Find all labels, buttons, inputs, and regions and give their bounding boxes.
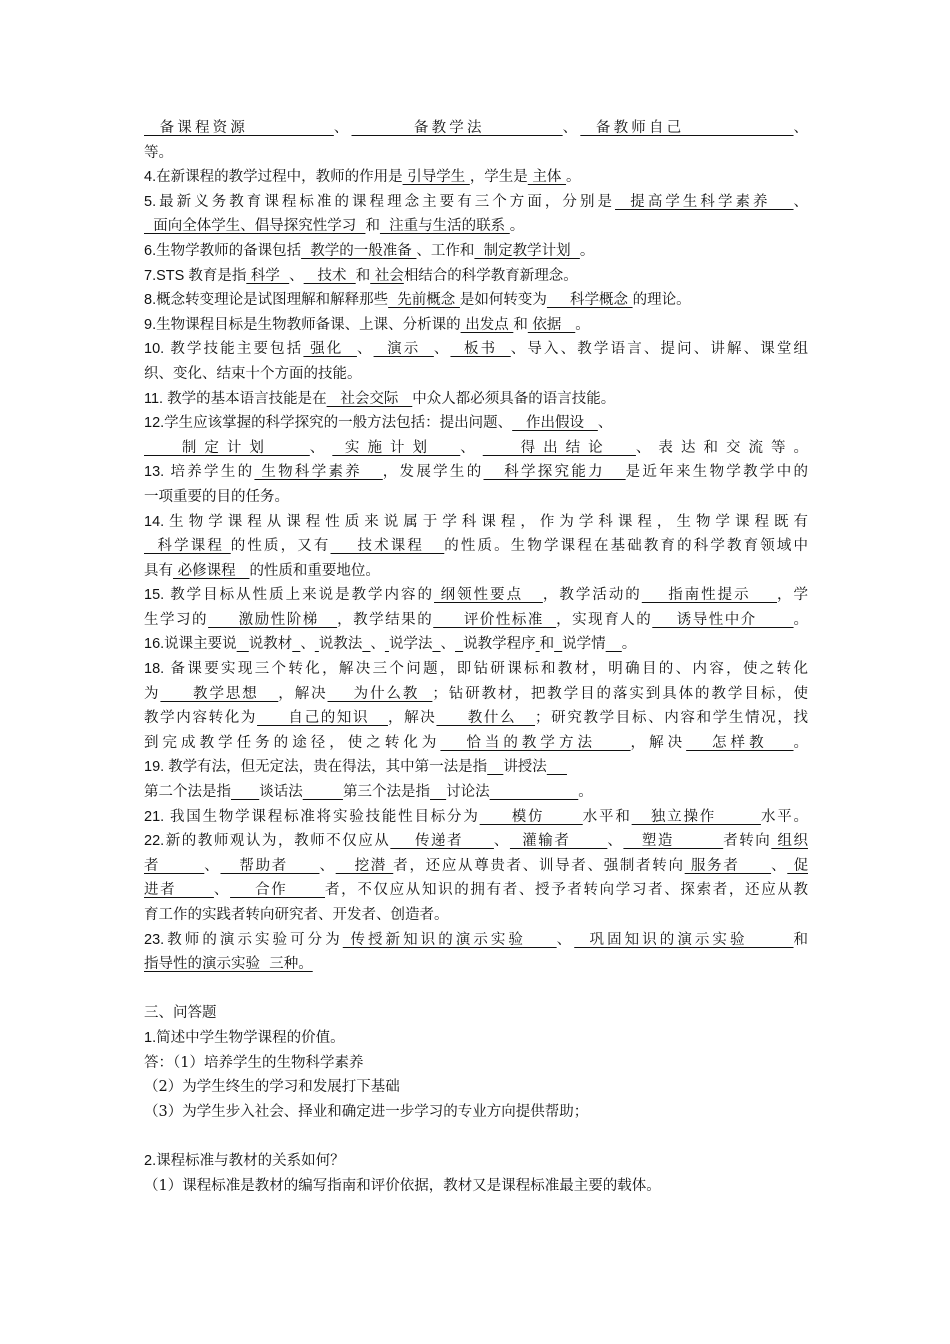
- text-line: [144, 657, 808, 682]
- text-span: （2）为学生终生的学习和发展打下基础: [144, 1079, 400, 1096]
- text-span: 培养学生的: [170, 464, 255, 481]
- answer-blank: 独立操作: [631, 808, 761, 825]
- text-span: ，实现育人的: [556, 611, 653, 628]
- text-span: 概念转变理论是试图理解和解释那些: [156, 292, 389, 309]
- answer-blank: 帮助者: [220, 857, 320, 874]
- text-line: [144, 239, 808, 264]
- text-span: 新的教师观认为，教师不仅应从: [164, 833, 391, 850]
- answer-blank: 先前概念: [388, 292, 460, 309]
- text-span: 的理论。: [632, 292, 691, 309]
- text-span: 和: [539, 636, 555, 653]
- answer-blank: [490, 784, 579, 800]
- text-span: （3）为学生步入社会、择业和确定进一步学习的专业方向提供帮助；: [144, 1103, 589, 1120]
- text-line: [144, 731, 808, 756]
- text-span: 第二个法是指: [144, 784, 231, 801]
- answer-blank: 自己的知识: [257, 710, 388, 727]
- answer-blank: 挖潜: [335, 857, 394, 874]
- answer-blank: [430, 784, 446, 800]
- answer-blank: [554, 636, 562, 652]
- answer-blank: 板书: [450, 341, 511, 358]
- answer-blank: [606, 636, 622, 652]
- text-line: [144, 878, 808, 903]
- answer-blank: 怎样教: [686, 734, 794, 751]
- text-span: 在新课程的教学过程中，教师的作用是: [156, 169, 403, 186]
- text-line: [144, 952, 808, 977]
- answer-blank: 主体: [527, 169, 567, 186]
- text-line: [144, 805, 808, 830]
- text-span: 、: [433, 341, 451, 358]
- text-span: 我国生物学课程标准将实验技能性目标分为: [169, 808, 480, 825]
- text-line: [144, 903, 808, 928]
- text-span: 。: [575, 316, 590, 333]
- text-span: 第三个法是指: [343, 784, 430, 801]
- text-span: 。: [566, 169, 581, 186]
- answer-blank: 备教学法: [351, 120, 563, 136]
- text-line: [144, 1075, 808, 1100]
- text-span: 1.: [144, 1029, 157, 1046]
- blank-line: [144, 1124, 808, 1149]
- text-line: [144, 780, 808, 805]
- text-span: 、工作和: [416, 242, 475, 259]
- text-line: [144, 387, 808, 412]
- text-line: [144, 116, 808, 141]
- text-span: 教师的演示实验可分为: [164, 931, 343, 948]
- text-span: 、: [204, 857, 221, 874]
- text-span: 16.: [144, 636, 165, 653]
- text-line: [144, 1174, 808, 1199]
- text-span: 、: [460, 439, 483, 456]
- text-span: 三、问答题: [144, 1005, 217, 1022]
- answer-blank: 促: [787, 857, 808, 874]
- answer-blank: 教什么: [436, 710, 536, 727]
- answer-blank: 依据: [527, 316, 576, 333]
- text-line: [144, 411, 808, 436]
- text-span: 14.: [144, 513, 165, 530]
- text-span: 22.: [144, 833, 165, 850]
- answer-blank: 社会: [370, 267, 404, 284]
- text-span: 。: [793, 611, 808, 628]
- text-span: （1）课程标准是教材的编写指南和评价依据，教材又是课程标准最主要的载体。: [144, 1177, 661, 1194]
- text-span: 23.: [144, 931, 165, 948]
- text-span: 21.: [144, 808, 170, 825]
- text-span: 6.: [144, 242, 157, 259]
- text-line: [144, 141, 808, 166]
- text-span: 和: [355, 267, 371, 284]
- answer-blank: 激励性阶梯: [208, 611, 338, 628]
- text-span: 生物学课程从课程性质来说属于学科课程，作为学科课程，生物学课程既有: [164, 513, 808, 530]
- answer-blank: 指导性的演示实验 三种。: [144, 956, 313, 973]
- document-body: [144, 116, 808, 1198]
- text-span: ，解决: [387, 710, 437, 727]
- answer-blank: [487, 759, 503, 775]
- answer-blank: 面向全体学生、倡导探究性学习: [144, 218, 366, 235]
- text-span: 5.: [144, 193, 157, 210]
- answer-blank: 备教师自己: [580, 120, 794, 136]
- text-span: 教学的基本语言技能是在: [167, 390, 327, 407]
- text-line: [144, 362, 808, 387]
- text-span: 讲授法: [503, 759, 547, 776]
- answer-blank: 科学探究能力: [483, 464, 626, 481]
- answer-blank: 社会交际: [326, 390, 413, 407]
- answer-blank: 演示: [373, 341, 434, 358]
- answer-blank: 科学课程: [144, 538, 231, 555]
- answer-blank: 组织: [771, 833, 808, 850]
- text-span: ，教学活动的: [542, 587, 642, 604]
- answer-blank: 提高学生科学素养: [615, 193, 794, 210]
- text-line: [144, 928, 808, 953]
- text-span: 、: [319, 857, 336, 874]
- answer-blank: 合作: [230, 882, 326, 899]
- answer-blank: 得出结论: [482, 439, 636, 456]
- answer-blank: 制定教学计划: [474, 242, 580, 259]
- text-span: 18.: [144, 661, 171, 678]
- text-span: 生物课程目标是生物教师备课、上课、分析课的: [156, 316, 461, 333]
- text-span: 。: [579, 242, 595, 259]
- text-span: 。: [621, 636, 637, 653]
- text-line: [144, 755, 808, 780]
- text-span: 、: [793, 120, 808, 136]
- text-span: 教学技能主要包括: [170, 341, 304, 358]
- text-span: 的性质和重要地位。: [249, 562, 380, 579]
- text-span: 。: [793, 734, 808, 751]
- text-line: [144, 854, 808, 879]
- answer-blank: 制定计划: [144, 439, 310, 456]
- text-span: 2.: [144, 1152, 157, 1169]
- answer-blank: 教学的一般准备: [301, 242, 417, 259]
- text-line: [144, 165, 808, 190]
- text-span: 说学情: [562, 636, 606, 653]
- answer-blank: 者: [144, 857, 205, 874]
- answer-blank: 科学概念: [546, 292, 633, 309]
- text-line: [144, 706, 808, 731]
- text-span: 、: [370, 636, 385, 653]
- text-span: ，解决: [278, 685, 328, 702]
- answer-blank: 进者: [144, 882, 214, 899]
- answer-blank: 服务者: [684, 857, 772, 874]
- text-span: 4.: [144, 169, 157, 186]
- answer-blank: [303, 784, 343, 800]
- text-span: 说学法: [388, 636, 433, 653]
- text-span: 11.: [144, 390, 168, 407]
- text-span: 和: [513, 316, 528, 333]
- text-span: 9.: [144, 316, 157, 333]
- answer-blank: 教学思想: [160, 685, 279, 702]
- text-span: 谈话法: [259, 784, 303, 801]
- text-span: 、表达和交流等。: [635, 439, 808, 456]
- answer-blank: [432, 636, 440, 652]
- text-span: ，教学结果的: [337, 611, 434, 628]
- answer-blank: 生物科学素养: [254, 464, 383, 481]
- answer-blank: 技术: [303, 267, 356, 284]
- text-span: 答：（1）培养学生的生物科学素养: [144, 1054, 364, 1071]
- answer-blank: 科学: [246, 267, 290, 284]
- text-line: [144, 313, 808, 338]
- text-span: 具有: [144, 562, 173, 579]
- text-span: 、: [309, 439, 333, 456]
- answer-blank: 作出假设: [512, 415, 598, 432]
- answer-blank: 巩固知识的演示实验: [574, 931, 794, 948]
- text-span: ，发展学生的: [382, 464, 484, 481]
- text-span: 水平。: [760, 808, 808, 825]
- text-span: 到完成教学任务的途径，使之转化为: [144, 734, 441, 751]
- text-line: [144, 608, 808, 633]
- text-line: [144, 436, 808, 461]
- text-line: [144, 1026, 808, 1051]
- text-span: 说教法: [318, 636, 363, 653]
- answer-blank: 灌输者: [509, 833, 608, 850]
- text-span: 说教学程序: [463, 636, 536, 653]
- text-span: 12.: [144, 415, 165, 432]
- text-span: 说课主要说: [164, 636, 237, 653]
- text-line: [144, 534, 808, 559]
- text-span: 是如何转变为: [459, 292, 547, 309]
- text-span: 学生应该掌握的科学探究的一般方法包括：提出问题、: [164, 415, 513, 432]
- text-span: 、: [213, 882, 231, 899]
- text-span: 、: [333, 120, 352, 136]
- answer-blank: 塑造: [623, 833, 724, 850]
- text-span: 。: [578, 784, 593, 801]
- answer-blank: 指南性提示: [641, 587, 778, 604]
- answer-blank: 技术课程: [330, 538, 445, 555]
- answer-blank: [547, 759, 567, 775]
- text-span: 者，还应从尊贵者、训导者、强制者转向: [393, 857, 685, 874]
- text-span: 13.: [144, 464, 171, 481]
- text-span: 育工作的实践者转向研究者、开发者、创造者。: [144, 907, 449, 923]
- answer-blank: 出发点: [460, 316, 514, 333]
- text-line: [144, 510, 808, 535]
- answer-blank: 实施计划: [332, 439, 461, 456]
- text-span: 7.STS: [144, 267, 189, 284]
- text-line: [144, 264, 808, 289]
- answer-blank: 诱导性中介: [652, 611, 794, 628]
- text-span: 、导入、教学语言、提问、讲解、课堂组: [510, 341, 808, 358]
- answer-blank: 必修课程: [173, 562, 250, 579]
- text-span: ；研究教学目标、内容和学生情况，找: [535, 710, 808, 727]
- text-line: [144, 682, 808, 707]
- text-span: 15.: [144, 587, 171, 604]
- answer-blank: 注重与生活的联系: [379, 218, 510, 235]
- answer-blank: [237, 636, 249, 652]
- text-span: 19.: [144, 759, 169, 776]
- text-line: [144, 1001, 808, 1026]
- answer-blank: [455, 636, 463, 652]
- text-span: 和: [793, 931, 808, 948]
- text-line: [144, 214, 808, 239]
- text-span: 10.: [144, 341, 171, 358]
- text-line: [144, 1100, 808, 1125]
- text-span: 、: [793, 193, 808, 210]
- text-span: 是近年来生物学教学中的: [625, 464, 808, 481]
- answer-blank: 评价性标准: [433, 611, 557, 628]
- text-span: 课程标准与教材的关系如何？: [156, 1152, 345, 1169]
- text-span: ，解决: [630, 734, 687, 751]
- text-span: 的性质，又有: [230, 538, 331, 555]
- text-span: 等。: [144, 144, 173, 161]
- text-span: 的性质。生物学课程在基础教育的科学教育领域中: [444, 538, 808, 555]
- text-span: 教学有法，但无定法，贵在得法，其中第一法是指: [168, 759, 488, 776]
- text-span: ，学生是: [469, 169, 528, 186]
- answer-blank: 引导学生: [402, 169, 470, 186]
- text-span: 、: [597, 415, 613, 432]
- text-span: 8.: [144, 292, 157, 309]
- text-line: [144, 559, 808, 584]
- text-span: 教学内容转化为: [144, 710, 258, 727]
- text-line: [144, 829, 808, 854]
- text-span: 生物学教师的备课包括: [156, 242, 302, 259]
- answer-blank: 恰当的教学方法: [440, 734, 631, 751]
- answer-blank: 为什么教: [327, 685, 433, 702]
- text-span: 、: [356, 341, 374, 358]
- text-span: 说教材: [248, 636, 293, 653]
- text-line: [144, 337, 808, 362]
- text-span: 备课要实现三个转化，解决三个问题，即钻研课标和教材，明确目的、内容，使之转化: [170, 661, 808, 678]
- text-span: 教育是指: [188, 267, 247, 284]
- text-span: 一项重要的目的任务。: [144, 488, 289, 505]
- blank-line: [144, 977, 808, 1002]
- answer-blank: 备课程资源: [144, 120, 334, 136]
- text-span: 者，不仅应从知识的拥有者、授予者转向学习者、探索者，还应从教: [325, 882, 808, 899]
- answer-blank: 传递者: [390, 833, 494, 850]
- text-span: 、: [771, 857, 788, 874]
- text-span: 者转向: [723, 833, 772, 850]
- text-span: 相结合的科学教育新理念。: [403, 267, 578, 284]
- text-span: 为: [144, 685, 161, 702]
- text-span: ；钻研教材，把教学目的落实到具体的教学目标，使: [432, 685, 808, 702]
- answer-blank: 强化: [303, 341, 357, 358]
- text-line: [144, 583, 808, 608]
- text-span: 水平和: [582, 808, 632, 825]
- text-span: 、: [440, 636, 456, 653]
- text-span: 和: [365, 218, 380, 235]
- text-line: [144, 485, 808, 510]
- text-line: [144, 632, 808, 657]
- text-span: 、: [300, 636, 315, 653]
- text-span: 最新义务教育课程标准的课程理念主要有三个方面，分别是: [156, 193, 616, 210]
- text-span: ，学: [777, 587, 808, 604]
- text-span: 、: [493, 833, 510, 850]
- answer-blank: 纲领性要点: [434, 587, 543, 604]
- text-span: 、: [607, 833, 624, 850]
- text-span: 生学习的: [144, 611, 209, 628]
- text-span: 、: [289, 267, 304, 284]
- text-span: 、: [556, 931, 575, 948]
- text-line: [144, 1149, 808, 1174]
- answer-blank: 传授新知识的演示实验: [342, 931, 557, 948]
- text-span: 讨论法: [446, 784, 490, 801]
- text-span: 教学目标从性质上来说是教学内容的: [170, 587, 435, 604]
- answer-blank: 模仿: [479, 808, 583, 825]
- text-span: 、: [562, 120, 581, 136]
- text-line: [144, 288, 808, 313]
- text-span: 简述中学生物学课程的价值。: [156, 1029, 345, 1046]
- text-span: 中众人都必须具备的语言技能。: [412, 390, 616, 407]
- text-line: [144, 460, 808, 485]
- text-line: [144, 1051, 808, 1076]
- text-span: 织、变化、结束十个方面的技能。: [144, 365, 362, 382]
- text-span: 。: [509, 218, 525, 235]
- answer-blank: [231, 784, 259, 800]
- text-line: [144, 190, 808, 215]
